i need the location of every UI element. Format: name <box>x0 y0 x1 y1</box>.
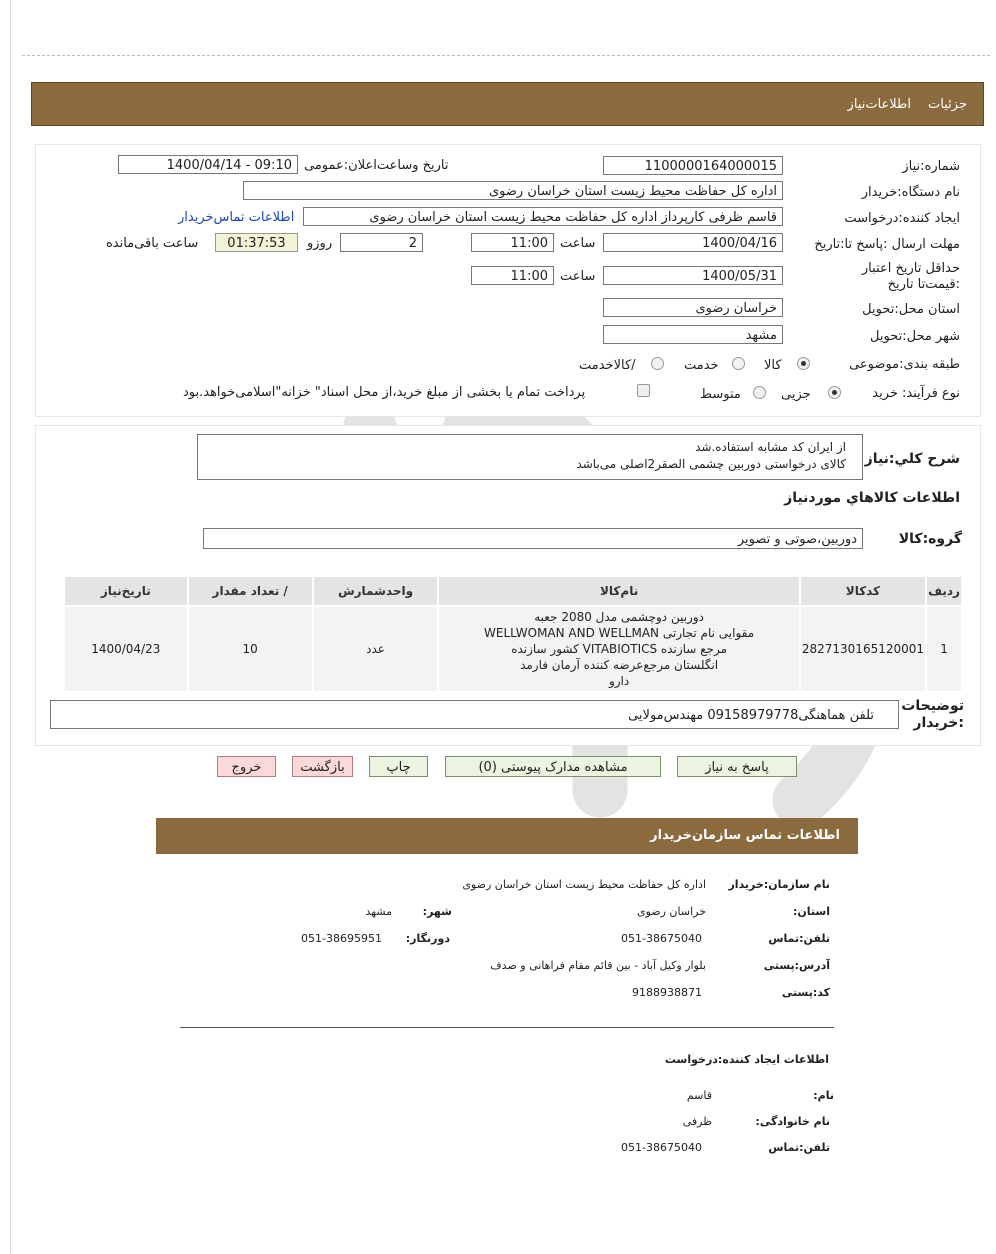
contact-province: خراسان رضوی <box>636 905 706 918</box>
col-index: ردیف <box>927 577 961 605</box>
back-button[interactable]: بازگشت <box>292 756 353 777</box>
row-name-line: مقوایی نام تجارتی WELLWOMAN AND WELLMAN <box>484 626 755 640</box>
creator-phone-label: تلفن:تماس <box>768 1141 830 1154</box>
row-code: 2827130165120001 <box>801 607 925 691</box>
validity-date-field: 1400/05/31 <box>603 266 783 285</box>
category-goods-label: کالا <box>764 358 782 373</box>
contact-city-label: شهر: <box>422 905 452 918</box>
goods-table-header <box>65 577 961 605</box>
creator-field: قاسم ظرفی کارپرداز اداره کل حفاظت محیط زیست استان خراسان رضوی <box>303 207 783 226</box>
deadline-hour-label: ساعت <box>560 236 596 251</box>
province-label: استان محل:تحویل <box>862 302 960 317</box>
category-goods-radio[interactable] <box>797 357 810 370</box>
city-label: شهر محل:تحویل <box>870 329 960 344</box>
buyer-notes-label: توضیحات :خریدار <box>901 698 964 731</box>
row-name-line: مرجع سازنده VITABIOTICS کشور سازنده <box>511 642 728 656</box>
left-border-line <box>10 0 11 1254</box>
validity-hour-label: ساعت <box>560 269 596 284</box>
page-header-bar <box>31 82 984 126</box>
row-name-line: دارو <box>608 674 630 688</box>
row-date: 1400/04/23 <box>65 607 187 691</box>
creator-family-label: نام خانوادگی: <box>755 1115 830 1128</box>
category-service-radio[interactable] <box>732 357 745 370</box>
contact-title: اطلاعات تماس سازمان‌خریدار <box>650 828 840 843</box>
goods-group-field: دوربین،صوتی و تصویر <box>203 528 863 549</box>
days-label: روزو <box>307 236 333 251</box>
contact-postal: 9188938871 <box>632 986 702 999</box>
summary-line-2: کالای درخواستی دوربین چشمی الصقر2اصلی می‌باشد <box>576 457 846 471</box>
col-unit: واحدشمارش <box>314 577 438 605</box>
creator-info-title: اطلاعات ایجاد کننده:درخواست <box>664 1053 829 1066</box>
validity-time-field: 11:00 <box>471 266 554 285</box>
deadline-time-field: 11:00 <box>471 233 554 252</box>
deadline-label: مهلت ارسال :پاسخ تا:تاریخ <box>814 237 960 252</box>
contact-org: اداره کل حفاظت محیط زیست استان خراسان رضوی <box>462 878 706 891</box>
deadline-date-field: 1400/04/16 <box>603 233 783 252</box>
reply-button[interactable]: پاسخ به نیاز <box>677 756 797 777</box>
announce-field: 1400/04/14 - 09:10 <box>118 155 298 174</box>
remaining-time-field: 01:37:53 <box>215 233 298 252</box>
tab-details[interactable]: جزئیات <box>928 97 967 112</box>
row-name-line: انگلستان مرجع‌عرضه کننده آرمان فارمد <box>520 658 719 672</box>
category-goods-service-radio[interactable] <box>651 357 664 370</box>
row-name <box>439 607 799 691</box>
contact-divider <box>180 1027 834 1028</box>
contact-org-label: نام سازمان:خریدار <box>728 878 830 891</box>
contact-fax: 051-38695951 <box>301 932 382 945</box>
row-name-line: دوربین دوچشمی مدل 2080 جعبه <box>534 610 704 624</box>
process-partial-radio[interactable] <box>828 386 841 399</box>
col-date: تاریخ‌نیاز <box>65 577 187 605</box>
contact-postal-label: کد:پستی <box>781 986 830 999</box>
summary-box <box>197 434 863 480</box>
process-label: نوع فرآیند: خرید <box>872 386 960 401</box>
creator-phone: 051-38675040 <box>621 1141 702 1154</box>
contact-city: مشهد <box>365 905 392 918</box>
days-field: 2 <box>340 233 423 252</box>
print-button[interactable]: چاپ <box>369 756 428 777</box>
buyer-contact-link[interactable]: اطلاعات تماس‌خریدار <box>178 210 295 225</box>
contact-address-label: آدرس:پستی <box>763 959 830 972</box>
goods-group-label: گروه:کالا <box>898 531 962 547</box>
col-code: کدکالا <box>801 577 925 605</box>
col-name: نام‌کالا <box>439 577 799 605</box>
contact-address: بلوار وکیل آباد - بین قائم مقام فراهانی و صدف <box>490 959 706 972</box>
top-divider <box>22 55 990 56</box>
exit-button[interactable]: خروج <box>217 756 276 777</box>
announce-label: تاریخ وساعت‌اعلان:عمومی <box>304 158 449 173</box>
process-medium-radio[interactable] <box>753 386 766 399</box>
row-index: 1 <box>927 607 961 691</box>
contact-phone-label: تلفن:تماس <box>768 932 830 945</box>
buyer-org-field: اداره کل حفاظت محیط زیست استان خراسان رضوی <box>243 181 783 200</box>
goods-table <box>63 575 963 693</box>
category-service-label: خدمت <box>684 358 719 373</box>
buyer-notes-box: تلفن هماهنگی09158979778 مهندس‌مولایی <box>50 700 899 729</box>
need-number-label: شماره:نیاز <box>902 159 960 174</box>
col-qty: / تعداد مقدار <box>189 577 312 605</box>
category-label: طبقه بندی:موضوعی <box>849 357 960 372</box>
treasury-payment-checkbox[interactable] <box>637 384 650 397</box>
contact-fax-label: دورنگار: <box>405 932 450 945</box>
attachments-button[interactable]: مشاهده مدارک پیوستی (0) <box>445 756 661 777</box>
need-number-field: 1100000164000015 <box>603 156 783 175</box>
remaining-label: ساعت باقی‌مانده <box>106 236 199 251</box>
contact-phone: 051-38675040 <box>621 932 702 945</box>
process-medium-label: متوسط <box>700 387 741 402</box>
process-partial-label: جزیی <box>781 387 811 402</box>
tab-need-info[interactable]: اطلاعات‌نیاز <box>847 97 911 112</box>
table-row <box>65 607 961 691</box>
buyer-org-label: نام دستگاه:خریدار <box>861 185 960 200</box>
contact-header-bar <box>156 818 858 854</box>
creator-label: ایجاد کننده:درخواست <box>844 211 960 226</box>
row-unit: عدد <box>314 607 438 691</box>
province-field: خراسان رضوی <box>603 298 783 317</box>
contact-province-label: استان: <box>793 905 830 918</box>
validity-label: حداقل تاریخ اعتبار :قیمت‌تا تاریخ <box>861 261 960 292</box>
creator-family: ظرفی <box>682 1115 712 1128</box>
creator-name: قاسم <box>686 1089 712 1102</box>
creator-name-label: نام: <box>813 1089 834 1102</box>
summary-line-1: از ایران کد مشابه استفاده.شد <box>695 440 846 454</box>
city-field: مشهد <box>603 325 783 344</box>
treasury-payment-note: پرداخت تمام یا بخشی از مبلغ خرید،از محل اسناد" خزانه"اسلامی‌خواهد.بود <box>183 385 586 400</box>
category-goods-service-label: /کالاخدمت <box>579 358 636 373</box>
summary-label: شرح کلي:نياز <box>864 451 960 467</box>
goods-info-title: اطلاعات کالاهاي موردنياز <box>784 490 960 506</box>
row-qty: 10 <box>189 607 312 691</box>
